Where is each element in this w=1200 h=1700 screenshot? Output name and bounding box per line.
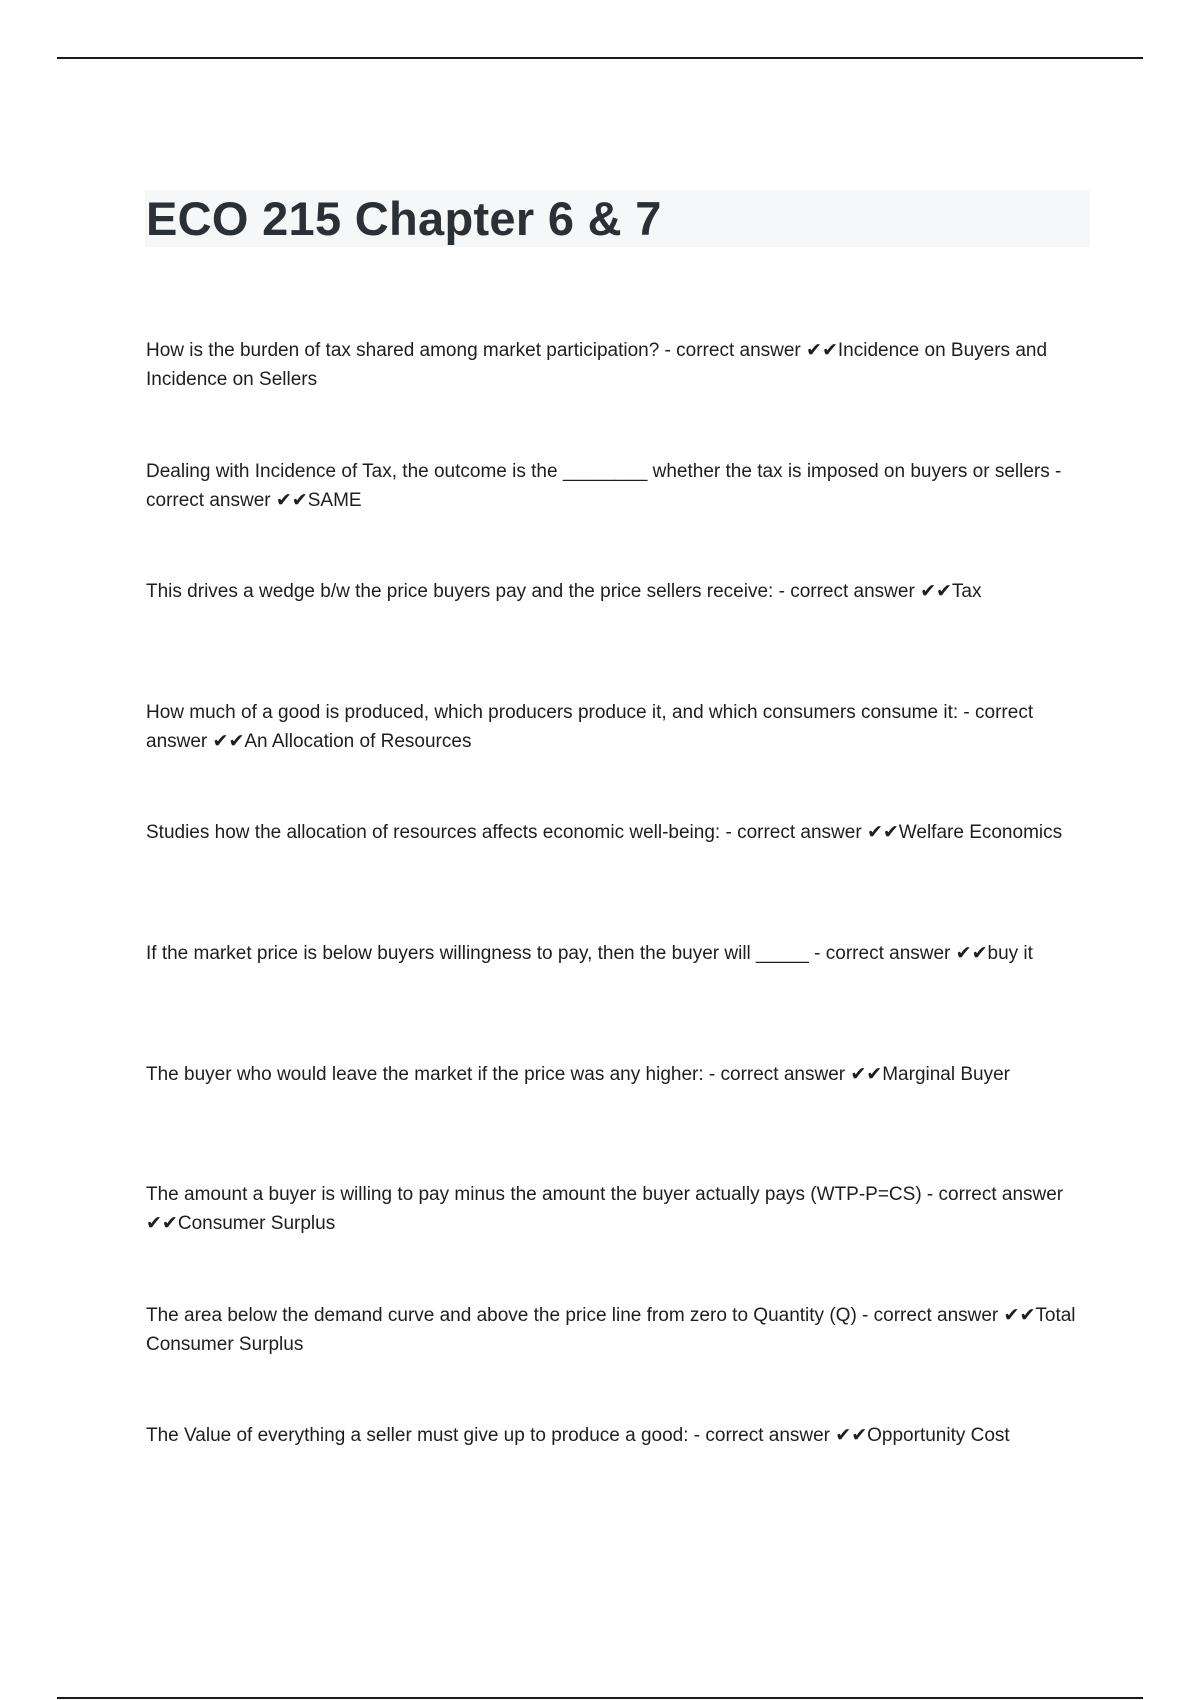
answer-text: Marginal Buyer	[882, 1063, 1011, 1085]
answer-text: Total Consumer Surplus	[146, 1304, 1076, 1355]
answer-separator: - correct answer	[659, 340, 807, 361]
qa-item-6	[146, 939, 1086, 1060]
qa-item-5	[146, 818, 1086, 939]
question-text: The buyer who would leave the market if the price was any higher:	[146, 1063, 704, 1085]
answer-separator: - correct answer	[146, 460, 1062, 511]
answer-separator: - correct answer	[808, 942, 956, 964]
answer-separator: - correct answer	[688, 1425, 836, 1447]
double-check-icon: ✔✔	[866, 822, 899, 844]
double-check-icon: ✔✔	[920, 581, 952, 603]
qa-item-10	[146, 1421, 1086, 1542]
double-check-icon: ✔✔	[835, 1425, 868, 1447]
question-list	[146, 336, 1086, 1542]
bottom-divider	[57, 1697, 1143, 1699]
question-text: The amount a buyer is willing to pay minus the amount the buyer actually pays (WTP-P=CS)	[146, 1184, 922, 1206]
answer-separator: - correct answer	[703, 1063, 851, 1085]
question-text: The Value of everything a seller must give up to produce a good:	[146, 1425, 689, 1447]
qa-item-1	[146, 336, 1086, 457]
answer-separator: - correct answer	[921, 1184, 1064, 1206]
question-text: Studies how the allocation of resources affects economic well-being:	[146, 822, 721, 844]
double-check-icon: ✔✔	[275, 489, 308, 511]
question-text: This drives a wedge b/w the price buyers pay and the price sellers receive:	[146, 581, 774, 603]
answer-text: SAME	[307, 489, 362, 511]
answer-separator: - correct answer	[720, 822, 867, 844]
qa-item-9	[146, 1301, 1086, 1422]
double-check-icon: ✔✔	[1003, 1304, 1036, 1326]
double-check-icon: ✔✔	[850, 1063, 883, 1085]
answer-text: Tax	[951, 581, 982, 603]
qa-item-8	[146, 1180, 1086, 1301]
double-check-icon: ✔✔	[212, 730, 245, 752]
double-check-icon: ✔✔	[806, 340, 838, 361]
answer-separator: - correct answer	[856, 1304, 1004, 1326]
answer-separator: - correct answer	[146, 701, 1034, 752]
qa-item-2	[146, 457, 1086, 578]
answer-text: An Allocation of Resources	[244, 730, 472, 752]
question-text: If the market price is below buyers willingness to pay, then the buyer will _____	[146, 942, 809, 964]
qa-item-3	[146, 577, 1086, 698]
answer-text: Incidence on Buyers and Incidence on Sellers	[146, 340, 1048, 390]
question-text: How much of a good is produced, which producers produce it, and which consumers consume it:	[146, 701, 959, 723]
top-divider	[57, 57, 1143, 59]
qa-item-7	[146, 1060, 1086, 1181]
double-check-icon: ✔✔	[146, 1213, 178, 1235]
qa-item-4	[146, 698, 1086, 819]
question-text: Dealing with Incidence of Tax, the outcome is the ________ whether the tax is imposed on buyers or sellers	[146, 460, 1050, 482]
answer-text: buy it	[987, 942, 1033, 964]
answer-text: Consumer Surplus	[177, 1213, 336, 1235]
double-check-icon: ✔✔	[955, 942, 988, 964]
page-title: ECO 215 Chapter 6 & 7	[146, 192, 662, 245]
answer-text: Opportunity Cost	[867, 1425, 1010, 1447]
question-text: The area below the demand curve and above the price line from zero to Quantity (Q)	[146, 1304, 857, 1326]
answer-text: Welfare Economics	[898, 822, 1063, 844]
question-text: How is the burden of tax shared among market participation?	[146, 340, 660, 361]
answer-separator: - correct answer	[773, 581, 921, 603]
